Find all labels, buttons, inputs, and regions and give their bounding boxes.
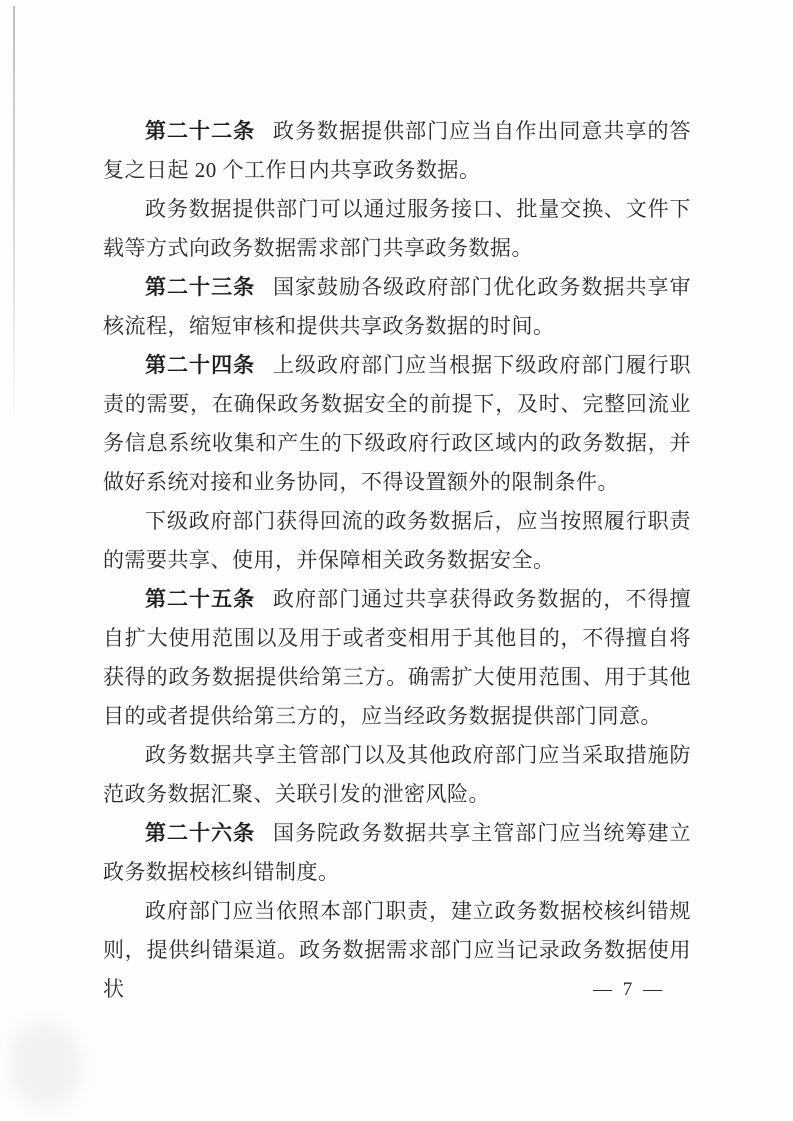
- article-number-22: 第二十二条: [145, 119, 256, 143]
- paragraph-article-23: [103, 268, 691, 346]
- paragraph-text: 国家鼓励各级政府部门优化政务数据共享审核流程，缩短审核和提供共享政务数据的时间。: [103, 275, 692, 338]
- article-number-26: 第二十六条: [145, 821, 256, 845]
- document-body: [103, 112, 691, 1009]
- page-number: — 7 —: [593, 979, 665, 1000]
- paragraph-text: 下级政府部门获得回流的政务数据后，应当按照履行职责的需要共享、使用，并保障相关政务数据安全。: [103, 509, 691, 572]
- paragraph-text: 政务数据提供部门应当自作出同意共享的答复之日起 20 个工作日内共享政务数据。: [103, 119, 692, 182]
- paragraph-article-24: [103, 346, 691, 502]
- paragraph-article-26: [103, 814, 691, 892]
- paragraph-article-24-cont: [103, 502, 691, 580]
- paragraph-article-22-cont: [103, 190, 691, 268]
- article-number-24: 第二十四条: [145, 353, 256, 377]
- paragraph-text: 政府部门通过共享获得政务数据的，不得擅自扩大使用范围以及用于或者变相用于其他目的，不得擅自将获得的政务数据提供给第三方。确需扩大使用范围、用于其他目的或者提供给第三方的，应当经政务数据提供部门同意。: [103, 587, 692, 728]
- paragraph-text: 上级政府部门应当根据下级政府部门履行职责的需要，在确保政务数据安全的前提下，及时、完整回流业务信息系统收集和产生的下级政府行政区域内的政务数据，并做好系统对接和业务协同，不得设置额外的限制条件。: [103, 353, 692, 494]
- paragraph-text: 政府部门应当依照本部门职责，建立政务数据校核纠错规则，提供纠错渠道。政务数据需求部门应当记录政务数据使用状: [103, 899, 691, 1001]
- paragraph-text: 国务院政务数据共享主管部门应当统筹建立政务数据校核纠错制度。: [103, 821, 692, 884]
- scan-artifact-line: [13, 6, 15, 426]
- paragraph-article-22: [103, 112, 691, 190]
- paragraph-article-25: [103, 580, 691, 736]
- paragraph-article-25-cont: [103, 736, 691, 814]
- article-number-23: 第二十三条: [145, 275, 256, 299]
- paragraph-text: 政务数据提供部门可以通过服务接口、批量交换、文件下载等方式向政务数据需求部门共享政务数据。: [103, 197, 691, 260]
- article-number-25: 第二十五条: [145, 587, 256, 611]
- paragraph-text: 政务数据共享主管部门以及其他政府部门应当采取措施防范政务数据汇聚、关联引发的泄密风险。: [103, 743, 691, 806]
- scan-artifact-blob: [10, 1022, 82, 1108]
